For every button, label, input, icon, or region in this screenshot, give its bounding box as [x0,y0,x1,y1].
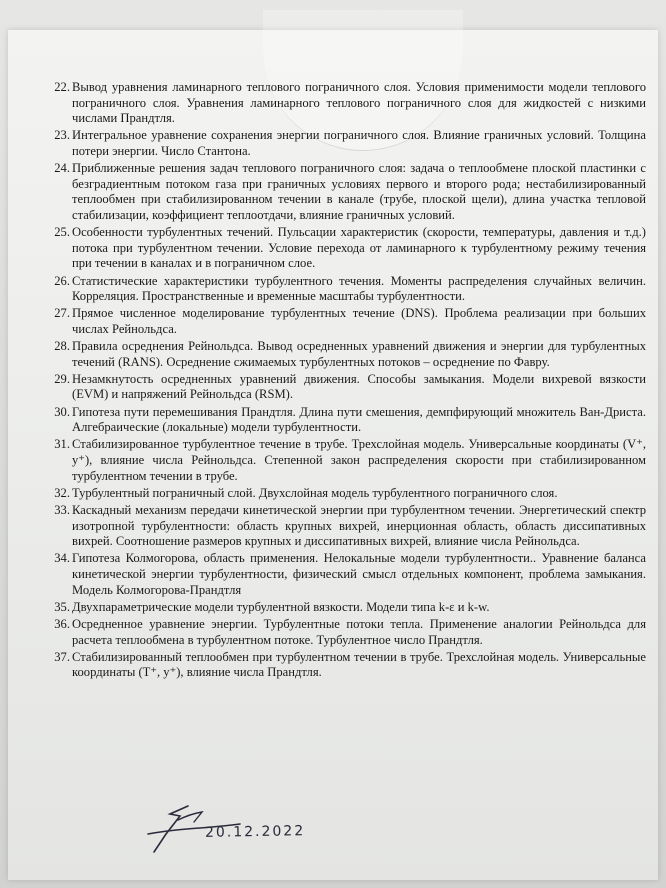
item-text: Стабилизированный теплообмен при турбулентном течении в трубе. Трехслойная модель. Универсальные координаты (T⁺, y⁺), влияние числа Прандтля. [72,649,646,680]
list-item [42,405,646,436]
item-text: Осредненное уравнение энергии. Турбулентные потоки тепла. Применение аналогии Рейнольдса для расчета теплообмена в турбулентном потоке. Турбулентное число Прандтля. [72,616,646,647]
item-text: Вывод уравнения ламинарного теплового пограничного слоя. Условия применимости модели теплового пограничного слоя. Уравнения ламинарного теплового пограничного слоя для жидкостей с низкими числами Прандтля. [72,80,646,126]
exam-questions-list [42,80,646,682]
item-text: Турбулентный пограничный слой. Двухслойная модель турбулентного пограничного слоя. [72,485,558,500]
item-number: 34. [54,551,70,566]
list-item [42,80,646,127]
item-text: Стабилизированное турбулентное течение в трубе. Трехслойная модель. Универсальные координаты (V⁺, y⁺), влияние числа Рейнольдса. Степенной закон распределения скорости при стабилизированном турбулентном течении в трубе. [72,437,646,483]
item-number: 29. [54,371,70,386]
signature-date: 20.12.2022 [204,823,306,841]
list-item [42,372,646,403]
item-number: 30. [54,404,70,419]
item-text: Интегральное уравнение сохранения энергии пограничного слоя. Влияние граничных условий. Толщина потери энергии. Число Стантона. [72,128,646,158]
item-text: Гипотеза Колмогорова, область применения. Нелокальные модели турбулентности.. Уравнение баланса кинетической энергии турбулентности, физический смысл отдельных компонент, проблема замыкания. Модель Колмогорова-Прандтля [72,551,646,597]
item-number: 24. [54,161,70,176]
item-text: Статистические характеристики турбулентного течения. Моменты распределения случайных величин. Корреляция. Пространственные и временные масштабы турбулентности. [72,273,646,304]
list-item [42,339,646,370]
item-number: 27. [54,306,70,321]
list-item [42,128,646,159]
item-number: 26. [54,273,70,288]
list-item [42,437,646,484]
list-item [42,617,646,648]
item-number: 36. [54,616,70,631]
list-item [42,225,646,272]
list-item [42,650,646,681]
item-number: 22. [54,80,70,94]
item-text: Незамкнутость осредненных уравнений движения. Способы замыкания. Модели вихревой вязкости (EVM) и напряжений Рейнольдса (RSM). [72,371,646,402]
item-text: Каскадный механизм передачи кинетической энергии при турбулентном течении. Энергетический спектр изотропной турбулентности: область крупных вихрей, инерционная область, область диссипативных вихрей. Соотношение размеров крупных и диссипативных вихрей, влияние числа Рейнольдса. [72,502,646,549]
item-number: 23. [54,128,70,143]
list-item [42,274,646,305]
item-text: Приближенные решения задач теплового пограничного слоя: задача о теплообмене плоской пластинки с безградиентным потоком газа при граничных условиях первого и второго рода; нестабилизированный теплообмен при стабилизированном течении в канале (трубе, плоской щели), длина участка тепловой стабилизации, коэффициент теплоотдачи, влияние граничных условий. [72,161,646,222]
item-text: Особенности турбулентных течений. Пульсации характеристик (скорости, температуры, давления и т.д.) потока при турбулентном течении. Условие перехода от ламинарного к турбулентному режиму течения при течении в каналах и в пограничном слое. [72,225,646,271]
item-text: Прямое численное моделирование турбулентных течение (DNS). Проблема реализации при больших числах Рейнольдса. [72,306,646,336]
list-item [42,503,646,550]
item-text: Гипотеза пути перемешивания Прандтля. Длина пути смешения, демпфирующий множитель Ван-Дриста. Алгебраические (локальные) модели турбулентности. [72,404,646,435]
item-number: 37. [54,649,70,664]
list-item [42,306,646,337]
item-number: 28. [54,339,70,354]
item-number: 25. [54,225,70,240]
item-number: 31. [54,437,70,452]
list-item [42,161,646,223]
list-item [42,486,646,502]
list-item [42,600,646,616]
item-number: 32. [54,485,70,500]
item-number: 33. [54,502,70,517]
item-number: 35. [54,599,70,614]
item-text: Правила осреднения Рейнольдса. Вывод осредненных уравнений движения и энергии для турбулентных течений (RANS). Осреднение сжимаемых турбулентных потоков – осреднение по Фавру. [72,339,646,369]
item-text: Двухпараметрические модели турбулентной вязкости. Модели типа k-ε и k-w. [72,599,490,614]
list-item [42,551,646,598]
